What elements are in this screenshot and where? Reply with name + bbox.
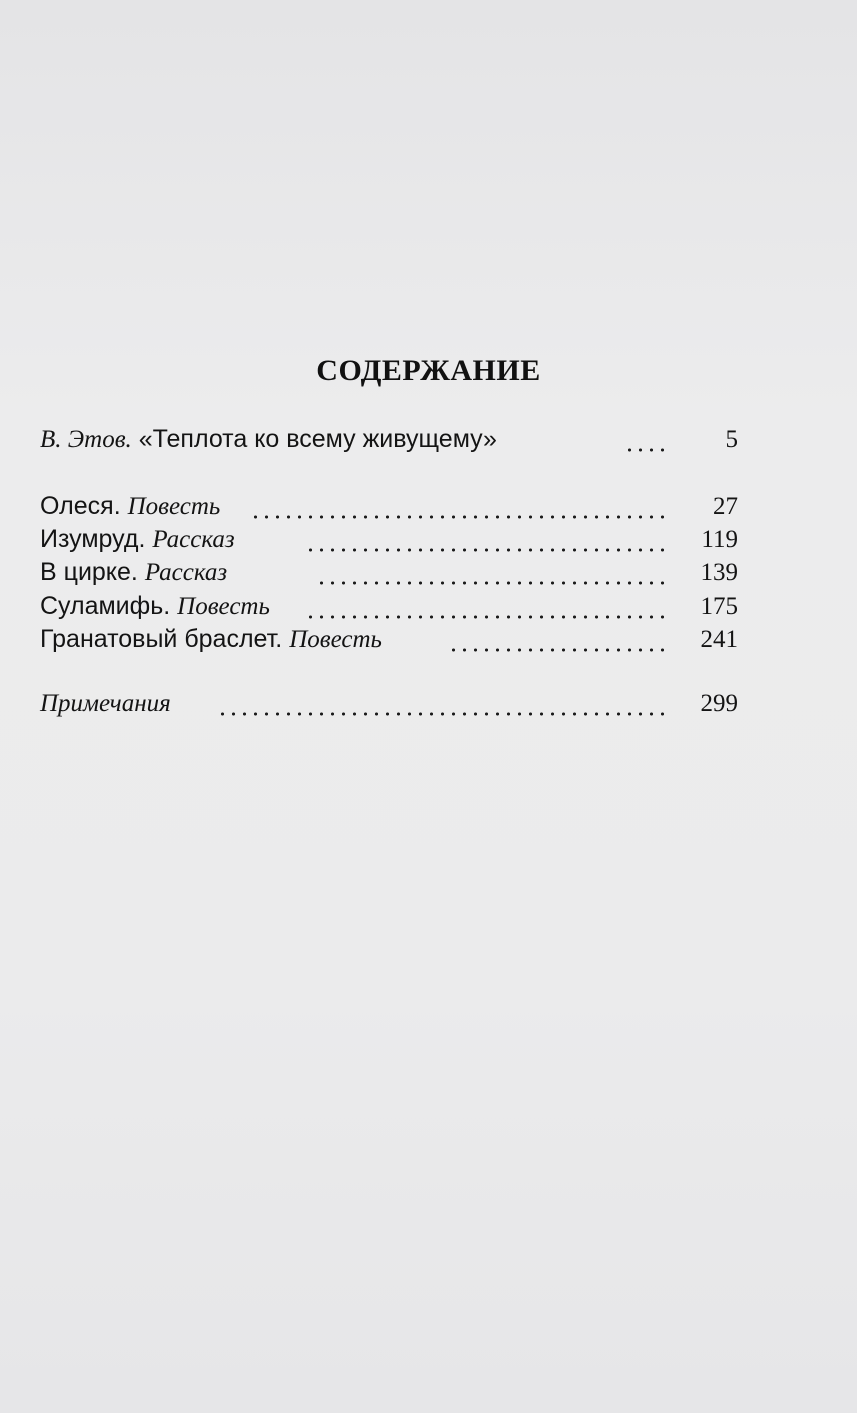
toc-entry	[40, 522, 738, 556]
toc-entry-genre: Рассказ	[144, 559, 228, 586]
toc-dot-leader	[220, 712, 668, 716]
toc-entry-title: Суламифь.	[40, 592, 178, 620]
toc-entry	[40, 686, 738, 720]
toc-dot-leader	[450, 648, 668, 652]
toc-entry	[40, 622, 738, 656]
toc-entry-genre: Повесть	[127, 493, 221, 520]
toc-entry	[40, 489, 738, 523]
toc-entry-text	[40, 592, 270, 621]
toc-entry-genre: Рассказ	[152, 526, 235, 553]
toc-entry-text	[40, 492, 220, 521]
toc-entry-notes: Примечания	[40, 690, 171, 717]
toc-dot-leader	[252, 515, 668, 519]
toc-entry-title: Изумруд.	[40, 525, 153, 553]
toc-entry	[40, 589, 738, 623]
toc-entry-text	[40, 425, 497, 454]
toc-dot-leader	[315, 581, 668, 585]
toc-entry-page: 27	[713, 493, 738, 520]
toc-entry-title: В цирке.	[40, 558, 145, 586]
toc-dot-leader	[305, 548, 668, 552]
page-title: СОДЕРЖАНИЕ	[316, 354, 541, 387]
toc-entry-page: 299	[700, 690, 738, 717]
toc-entry	[40, 422, 738, 456]
toc-entry-text	[40, 558, 227, 587]
toc-entry-author: В. Этов.	[40, 426, 132, 453]
toc-dot-leader	[308, 615, 668, 619]
toc-entry-text	[40, 525, 235, 554]
toc-entry-title: Олеся.	[40, 492, 128, 520]
toc-entry-page: 175	[700, 593, 738, 620]
toc-dot-leader	[620, 448, 668, 452]
toc-entry-genre: Повесть	[289, 626, 382, 653]
toc-entry-page: 5	[725, 426, 738, 453]
toc-entry-text	[40, 690, 171, 718]
toc-entry-title: Гранатовый браслет.	[40, 625, 290, 653]
toc-entry-text	[40, 625, 382, 654]
toc-entry	[40, 555, 738, 589]
toc-entry-page: 241	[700, 626, 738, 653]
toc-entry-title: «Теплота ко всему живущему»	[131, 425, 497, 453]
toc-entry-page: 139	[700, 559, 738, 586]
toc-entry-page: 119	[701, 526, 738, 553]
toc-entry-genre: Повесть	[177, 593, 270, 620]
